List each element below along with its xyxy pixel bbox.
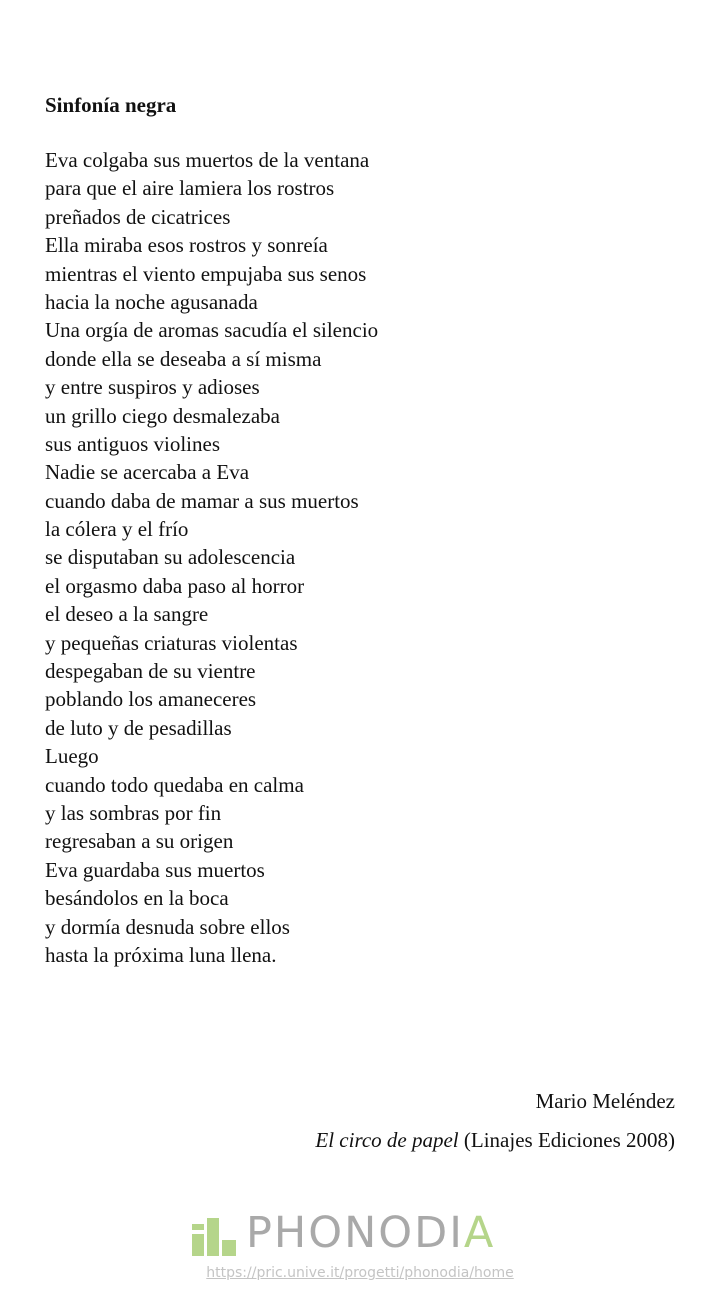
- poem-line: donde ella se deseaba a sí misma: [45, 346, 322, 371]
- poem-line: sus antiguos violines: [45, 431, 221, 456]
- wordmark-main: PHONODI: [246, 1208, 464, 1258]
- book-title: El circo de papel: [315, 1128, 459, 1152]
- poem-line: hasta la próxima luna llena.: [45, 942, 277, 967]
- poem-title: Sinfonía negra: [45, 93, 177, 117]
- poem-line: un grillo ciego desmalezaba: [45, 403, 280, 428]
- poem-line: hacia la noche agusanada: [45, 289, 258, 314]
- poem-line: y pequeñas criaturas violentas: [45, 630, 298, 655]
- poem-line: cuando todo quedaba en calma: [45, 772, 304, 797]
- poem-line: para que el aire lamiera los rostros: [45, 176, 335, 201]
- poem-body: [45, 146, 645, 969]
- poem-line: el orgasmo daba paso al horror: [45, 573, 305, 598]
- poem-line: la cólera y el frío: [45, 517, 189, 542]
- poem-line: se disputaban su adolescencia: [45, 545, 296, 570]
- poem-line: poblando los amaneceres: [45, 687, 257, 712]
- poem-line: Eva colgaba sus muertos de la ventana: [45, 148, 370, 172]
- poem-line: de luto y de pesadillas: [45, 715, 232, 740]
- poem-line: el deseo a la sangre: [45, 602, 209, 627]
- book-publication: (Linajes Ediciones 2008): [458, 1128, 675, 1152]
- poem-line: despegaban de su vientre: [45, 659, 256, 684]
- poem-line: Una orgía de aromas sacudía el silencio: [45, 318, 379, 343]
- poem-line: Eva guardaba sus muertos: [45, 857, 265, 882]
- poem-line: preñados de cicatrices: [45, 204, 231, 229]
- poem-author: Mario Meléndez: [535, 1089, 675, 1113]
- poem-line: cuando daba de mamar a sus muertos: [45, 488, 359, 513]
- poem-line: y entre suspiros y adioses: [45, 375, 260, 400]
- poem-line: regresaban a su origen: [45, 829, 234, 854]
- poem-line: besándolos en la boca: [45, 886, 229, 911]
- poem-line: Ella miraba esos rostros y sonreía: [45, 233, 328, 258]
- footer-url-link[interactable]: https://pric.unive.it/progetti/phonodia/home: [206, 1265, 514, 1281]
- wordmark-accent: A: [463, 1208, 496, 1258]
- phonodia-logo: [190, 1210, 495, 1256]
- bar-chart-logo-icon: [190, 1214, 238, 1256]
- poem-source: [315, 1125, 675, 1155]
- poem-line: mientras el viento empujaba sus senos: [45, 261, 367, 286]
- poem-line: y dormía desnuda sobre ellos: [45, 914, 290, 939]
- poem-line: y las sombras por fin: [45, 800, 222, 825]
- phonodia-wordmark: [246, 1210, 495, 1256]
- poem-line: Nadie se acercaba a Eva: [45, 460, 250, 485]
- poem-line: Luego: [45, 744, 99, 769]
